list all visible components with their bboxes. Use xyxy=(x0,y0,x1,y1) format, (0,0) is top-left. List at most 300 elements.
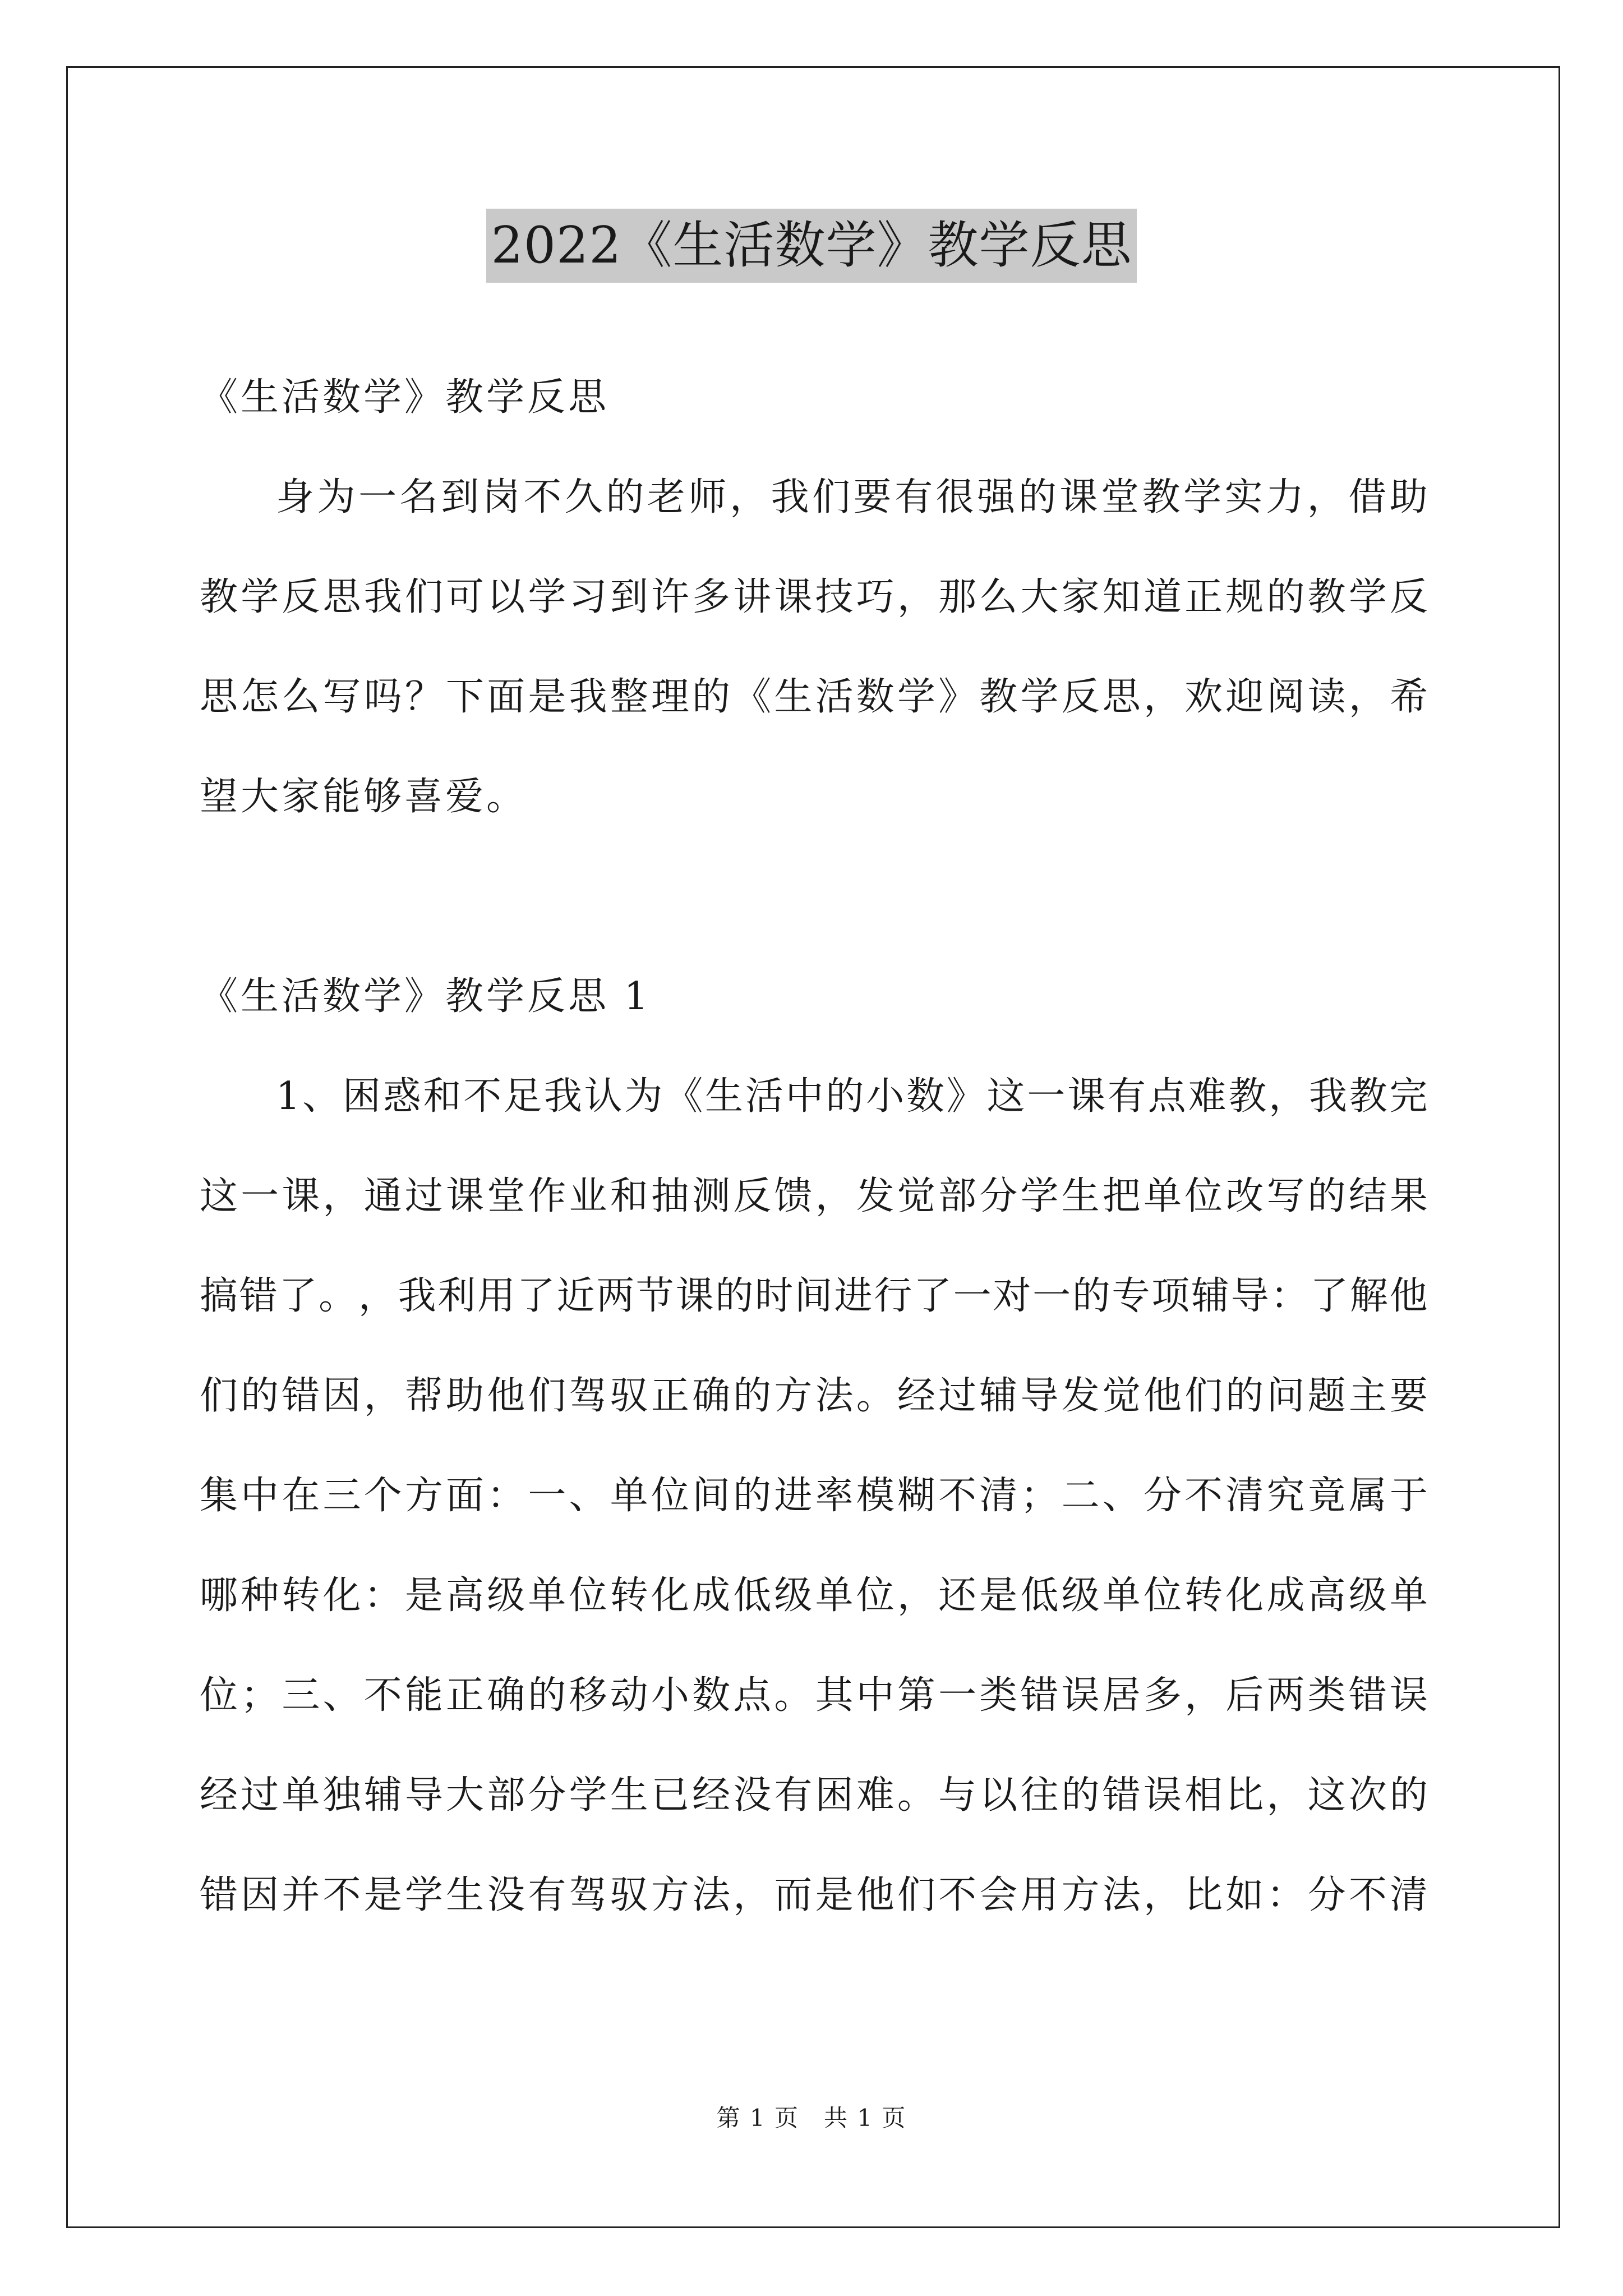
text-glyph: 写 xyxy=(1266,1174,1305,1218)
text-glyph: 馈 xyxy=(774,1174,813,1218)
text-glyph: 高 xyxy=(1307,1573,1346,1618)
text-glyph: 面 xyxy=(487,675,525,719)
text-glyph: 搞 xyxy=(200,1274,238,1318)
section-line xyxy=(200,1546,1428,1646)
text-glyph: 往 xyxy=(1020,1773,1059,1818)
text-glyph: 问 xyxy=(1266,1374,1305,1418)
text-glyph: 《 xyxy=(665,1074,703,1119)
text-glyph: 规 xyxy=(1225,575,1264,619)
text-glyph: 能 xyxy=(404,1673,443,1718)
text-glyph: 助 xyxy=(446,1374,485,1418)
document-subtitle: 《生活数学》教学反思 xyxy=(200,375,610,420)
text-glyph: ， xyxy=(1143,1873,1182,1917)
text-glyph: 阅 xyxy=(1266,675,1305,719)
text-glyph: 分 xyxy=(1307,1873,1346,1917)
text-glyph: 导 xyxy=(1020,1374,1059,1418)
text-glyph: 一 xyxy=(953,1274,992,1318)
text-glyph: 业 xyxy=(569,1174,607,1218)
text-glyph: 一 xyxy=(1027,1074,1066,1119)
text-glyph: 他 xyxy=(487,1374,525,1418)
text-glyph: 题 xyxy=(1307,1374,1346,1418)
text-glyph: 数 xyxy=(692,1673,731,1718)
text-glyph: 主 xyxy=(1348,1374,1387,1418)
text-glyph: 课 xyxy=(675,1274,714,1318)
text-glyph: 导 xyxy=(404,1773,443,1818)
text-glyph: 反 xyxy=(1389,575,1428,619)
text-glyph: 中 xyxy=(241,1474,279,1518)
text-glyph: 。 xyxy=(897,1773,935,1818)
text-glyph: 测 xyxy=(692,1174,731,1218)
text-glyph: 因 xyxy=(241,1873,279,1917)
text-glyph: 个 xyxy=(363,1474,402,1518)
text-glyph: ， xyxy=(1184,1673,1223,1718)
text-glyph: 一 xyxy=(528,1474,566,1518)
text-glyph: 次 xyxy=(1348,1773,1387,1818)
text-glyph: ， xyxy=(363,1374,402,1418)
text-glyph: 哪 xyxy=(200,1573,238,1618)
text-glyph: 技 xyxy=(815,575,854,619)
text-glyph: 方 xyxy=(1061,1873,1100,1917)
text-glyph: 们 xyxy=(812,475,851,519)
text-glyph: 清 xyxy=(979,1474,1018,1518)
text-glyph: 身 xyxy=(276,475,315,519)
text-glyph: 级 xyxy=(1061,1573,1100,1618)
text-glyph: 不 xyxy=(1348,1873,1387,1917)
text-glyph: ， xyxy=(733,1873,772,1917)
document-body xyxy=(200,348,1428,1945)
text-glyph: 讲 xyxy=(733,575,772,619)
text-glyph: 种 xyxy=(241,1573,279,1618)
text-glyph: 驭 xyxy=(610,1374,648,1418)
text-glyph: 强 xyxy=(977,475,1016,519)
text-glyph: 学 xyxy=(1183,475,1222,519)
text-glyph: 教 xyxy=(200,575,238,619)
text-glyph: ， xyxy=(1266,1773,1305,1818)
text-glyph: 确 xyxy=(692,1374,731,1418)
text-glyph: 是 xyxy=(363,1873,402,1917)
text-glyph: 为 xyxy=(317,475,356,519)
text-glyph: 是 xyxy=(979,1573,1018,1618)
text-glyph: 这 xyxy=(1307,1773,1346,1818)
text-glyph: 学 xyxy=(404,1873,443,1917)
text-glyph: 以 xyxy=(979,1773,1018,1818)
text-glyph: 下 xyxy=(446,675,485,719)
text-glyph: 、 xyxy=(302,1074,341,1119)
text-glyph: 方 xyxy=(774,1374,813,1418)
text-glyph: 老 xyxy=(647,475,685,519)
text-glyph: 的 xyxy=(733,1374,772,1418)
text-glyph: 位 xyxy=(200,1673,238,1718)
text-glyph: 竟 xyxy=(1307,1474,1346,1518)
text-glyph: 很 xyxy=(935,475,974,519)
text-glyph: 课 xyxy=(774,575,813,619)
text-glyph: 《 xyxy=(733,675,772,719)
text-glyph: 用 xyxy=(1020,1873,1059,1917)
text-glyph: 写 xyxy=(322,675,361,719)
text-glyph: 法 xyxy=(815,1374,854,1418)
text-glyph: 发 xyxy=(856,1174,895,1218)
text-glyph: 欢 xyxy=(1184,675,1223,719)
text-glyph: 的 xyxy=(241,1374,279,1418)
text-glyph: 辅 xyxy=(979,1374,1018,1418)
text-glyph: 一 xyxy=(241,1174,279,1218)
text-glyph: 正 xyxy=(651,1374,689,1418)
text-glyph: 而 xyxy=(774,1873,813,1917)
text-glyph: 对 xyxy=(993,1274,1031,1318)
text-glyph: 的 xyxy=(1266,575,1305,619)
text-glyph: 果 xyxy=(1389,1174,1428,1218)
text-glyph: 不 xyxy=(938,1474,977,1518)
title-container xyxy=(0,209,1623,283)
text-glyph: 生 xyxy=(774,675,813,719)
text-glyph: 》 xyxy=(938,675,977,719)
text-glyph: 的 xyxy=(1018,475,1057,519)
text-glyph: 是 xyxy=(528,675,566,719)
text-glyph: 过 xyxy=(241,1773,279,1818)
text-glyph: 错 xyxy=(1020,1673,1059,1718)
text-glyph: 单 xyxy=(815,1573,854,1618)
text-glyph: ； xyxy=(241,1673,279,1718)
text-glyph: 类 xyxy=(979,1673,1018,1718)
text-glyph: 是 xyxy=(815,1873,854,1917)
text-glyph: 错 xyxy=(1102,1773,1141,1818)
text-glyph: 比 xyxy=(1225,1773,1264,1818)
text-glyph: 他 xyxy=(1143,1374,1182,1418)
text-glyph: 我 xyxy=(363,575,402,619)
paragraph-gap xyxy=(200,847,1428,947)
text-glyph: 错 xyxy=(282,1374,320,1418)
text-glyph: 足 xyxy=(504,1074,542,1119)
text-glyph: 思 xyxy=(322,575,361,619)
text-glyph: 导 xyxy=(1230,1274,1269,1318)
text-glyph: 有 xyxy=(895,475,933,519)
text-glyph: 到 xyxy=(441,475,479,519)
text-glyph: 了 xyxy=(279,1274,317,1318)
text-glyph: ， xyxy=(1143,675,1182,719)
text-glyph: 类 xyxy=(1307,1673,1346,1718)
text-glyph: 点 xyxy=(1147,1074,1186,1119)
text-glyph: 们 xyxy=(404,575,443,619)
text-glyph: 多 xyxy=(692,575,731,619)
text-glyph: 不 xyxy=(322,1873,361,1917)
text-glyph: 家 xyxy=(1061,575,1100,619)
text-glyph: 课 xyxy=(1059,475,1098,519)
text-glyph: 可 xyxy=(446,575,485,619)
text-glyph: 生 xyxy=(705,1074,744,1119)
text-glyph: 级 xyxy=(774,1573,813,1618)
intro-line xyxy=(200,448,1428,547)
text-glyph: 第 xyxy=(897,1673,935,1718)
text-glyph: 反 xyxy=(733,1174,772,1218)
text-glyph: 们 xyxy=(1184,1374,1223,1418)
text-glyph: 教 xyxy=(1142,475,1181,519)
text-glyph: 用 xyxy=(477,1274,516,1318)
text-glyph: 巧 xyxy=(856,575,895,619)
text-glyph: 这 xyxy=(986,1074,1025,1119)
text-glyph: 模 xyxy=(856,1474,895,1518)
section-line xyxy=(200,1246,1428,1346)
text-glyph: 有 xyxy=(774,1773,813,1818)
text-glyph: 学 xyxy=(241,575,279,619)
text-glyph: 已 xyxy=(651,1773,689,1818)
section-line xyxy=(200,1646,1428,1746)
text-glyph: 有 xyxy=(1107,1074,1146,1119)
text-glyph: 惑 xyxy=(382,1074,421,1119)
text-glyph: 我 xyxy=(1308,1074,1347,1119)
text-glyph: 专 xyxy=(1112,1274,1150,1318)
text-glyph: 学 xyxy=(1020,675,1059,719)
section-line xyxy=(200,1346,1428,1446)
text-glyph: 觉 xyxy=(1102,1374,1141,1418)
text-glyph: 经 xyxy=(692,1773,731,1818)
text-glyph: 转 xyxy=(282,1573,320,1618)
text-glyph: 方 xyxy=(404,1474,443,1518)
section-line xyxy=(200,1047,1428,1147)
text-glyph: 驾 xyxy=(569,1374,607,1418)
text-glyph: 数 xyxy=(906,1074,945,1119)
text-glyph: 的 xyxy=(1307,1174,1346,1218)
text-glyph: 分 xyxy=(1143,1474,1182,1518)
text-glyph: 生 xyxy=(1061,1174,1100,1218)
text-glyph: 们 xyxy=(528,1374,566,1418)
text-glyph: ， xyxy=(1269,1074,1307,1119)
text-glyph: 不 xyxy=(463,1074,502,1119)
text-glyph: 是 xyxy=(404,1573,443,1618)
text-glyph: 教 xyxy=(1228,1074,1267,1119)
text-glyph: 成 xyxy=(692,1573,731,1618)
text-glyph: 驾 xyxy=(569,1873,607,1917)
text-glyph: 完 xyxy=(1389,1074,1428,1119)
text-glyph: ， xyxy=(1307,475,1345,519)
text-glyph: 反 xyxy=(282,575,320,619)
text-glyph: 么 xyxy=(282,675,320,719)
text-glyph: 吗 xyxy=(363,675,402,719)
text-glyph: ， xyxy=(1348,675,1387,719)
text-glyph: 活 xyxy=(815,675,854,719)
text-glyph: 以 xyxy=(487,575,525,619)
text-glyph: 觉 xyxy=(897,1174,935,1218)
text-glyph: 了 xyxy=(1310,1274,1349,1318)
text-glyph: 把 xyxy=(1102,1174,1141,1218)
text-glyph: 点 xyxy=(733,1673,772,1718)
text-glyph: 读 xyxy=(1307,675,1346,719)
text-glyph: 项 xyxy=(1151,1274,1190,1318)
text-glyph: 清 xyxy=(1389,1873,1428,1917)
text-glyph: 难 xyxy=(856,1773,895,1818)
text-glyph: 成 xyxy=(1266,1573,1305,1618)
text-glyph: 没 xyxy=(487,1873,525,1917)
text-glyph: 进 xyxy=(774,1474,813,1518)
text-glyph: 的 xyxy=(606,475,644,519)
text-glyph: 中 xyxy=(785,1074,824,1119)
text-glyph: 级 xyxy=(487,1573,525,1618)
text-glyph: 这 xyxy=(200,1174,238,1218)
text-glyph: 不 xyxy=(1184,1474,1223,1518)
text-glyph: 久 xyxy=(564,475,603,519)
text-glyph: 辅 xyxy=(1191,1274,1229,1318)
intro-line: 望大家能够喜爱。 xyxy=(200,775,528,819)
text-glyph: 实 xyxy=(1224,475,1263,519)
text-glyph: 课 xyxy=(282,1174,320,1218)
text-glyph: 困 xyxy=(342,1074,381,1119)
text-glyph: 作 xyxy=(528,1174,566,1218)
text-glyph: 抽 xyxy=(651,1174,689,1218)
text-glyph: 我 xyxy=(569,675,607,719)
text-glyph: 们 xyxy=(200,1374,238,1418)
text-glyph: 怎 xyxy=(241,675,279,719)
text-glyph: ： xyxy=(1266,1873,1305,1917)
text-glyph: 位 xyxy=(1184,1174,1223,1218)
text-glyph: 法 xyxy=(692,1873,731,1917)
text-glyph: 在 xyxy=(282,1474,320,1518)
page-footer: 第 1 页 共 1 页 xyxy=(716,2104,907,2132)
text-glyph: 》 xyxy=(946,1074,985,1119)
text-glyph: 究 xyxy=(1266,1474,1305,1518)
text-glyph: 改 xyxy=(1225,1174,1264,1218)
text-glyph: 课 xyxy=(1067,1074,1106,1119)
text-glyph: 一 xyxy=(938,1673,977,1718)
text-glyph: 助 xyxy=(1389,475,1428,519)
text-glyph: 过 xyxy=(938,1374,977,1418)
text-glyph: 困 xyxy=(815,1773,854,1818)
text-glyph: 教 xyxy=(979,675,1018,719)
text-glyph: 师 xyxy=(688,475,727,519)
text-glyph: 部 xyxy=(938,1174,977,1218)
text-glyph: 确 xyxy=(487,1673,525,1718)
text-glyph: 单 xyxy=(528,1573,566,1618)
document-title: 2022《生活数学》教学反思 xyxy=(486,209,1136,283)
text-glyph: 还 xyxy=(938,1573,977,1618)
text-glyph: 并 xyxy=(282,1873,320,1917)
text-glyph: 高 xyxy=(446,1573,485,1618)
text-glyph: 因 xyxy=(322,1374,361,1418)
text-glyph: 为 xyxy=(624,1074,663,1119)
text-glyph: 1 xyxy=(276,1074,301,1119)
text-glyph: 学 xyxy=(569,1773,607,1818)
text-glyph: 进 xyxy=(834,1274,873,1318)
text-glyph: 其 xyxy=(815,1673,854,1718)
text-glyph: 们 xyxy=(897,1873,935,1917)
text-glyph: 帮 xyxy=(404,1374,443,1418)
text-glyph: 两 xyxy=(596,1274,635,1318)
text-glyph: 生 xyxy=(446,1873,485,1917)
text-glyph: ： xyxy=(487,1474,525,1518)
text-glyph: 思 xyxy=(200,675,238,719)
text-glyph: 生 xyxy=(610,1773,648,1818)
text-glyph: 如 xyxy=(1225,1873,1264,1917)
text-glyph: 。 xyxy=(774,1673,813,1718)
text-glyph: 与 xyxy=(938,1773,977,1818)
text-glyph: 思 xyxy=(1102,675,1141,719)
text-glyph: 单 xyxy=(1143,1174,1182,1218)
text-glyph: 大 xyxy=(446,1773,485,1818)
text-glyph: 知 xyxy=(1102,575,1141,619)
text-glyph: 有 xyxy=(528,1873,566,1917)
text-glyph: 多 xyxy=(1143,1673,1182,1718)
text-glyph: 借 xyxy=(1348,475,1387,519)
text-glyph: 一 xyxy=(358,475,397,519)
text-glyph: 化 xyxy=(1225,1573,1264,1618)
text-glyph: 我 xyxy=(543,1074,582,1119)
text-glyph: 一 xyxy=(1032,1274,1071,1318)
text-glyph: 率 xyxy=(815,1474,854,1518)
text-glyph: 没 xyxy=(733,1773,772,1818)
text-glyph: 转 xyxy=(610,1573,648,1618)
text-glyph: 了 xyxy=(517,1274,555,1318)
text-glyph: 利 xyxy=(437,1274,476,1318)
text-glyph: 两 xyxy=(1266,1673,1305,1718)
intro-line xyxy=(200,647,1428,747)
text-glyph: 节 xyxy=(635,1274,674,1318)
text-glyph: 通 xyxy=(363,1174,402,1218)
text-glyph: 居 xyxy=(1102,1673,1141,1718)
text-glyph: 学 xyxy=(1348,575,1387,619)
text-glyph: 于 xyxy=(1389,1474,1428,1518)
text-glyph: 那 xyxy=(938,575,977,619)
text-glyph: 解 xyxy=(1349,1274,1388,1318)
section-line xyxy=(200,1147,1428,1246)
text-glyph: 二 xyxy=(1061,1474,1100,1518)
text-glyph: 教 xyxy=(1349,1074,1387,1119)
text-glyph: 移 xyxy=(569,1673,607,1718)
text-glyph: 我 xyxy=(398,1274,436,1318)
text-glyph: 大 xyxy=(1020,575,1059,619)
text-glyph: 。 xyxy=(319,1274,357,1318)
text-glyph: 集 xyxy=(200,1474,238,1518)
text-glyph: ， xyxy=(897,1573,935,1618)
text-glyph: 的 xyxy=(1061,1773,1100,1818)
text-glyph: 认 xyxy=(584,1074,623,1119)
text-glyph: 发 xyxy=(1061,1374,1100,1418)
text-glyph: 辅 xyxy=(363,1773,402,1818)
text-glyph: 数 xyxy=(856,675,895,719)
text-glyph: 的 xyxy=(826,1074,864,1119)
text-glyph: 我 xyxy=(771,475,809,519)
text-glyph: 、 xyxy=(569,1474,607,1518)
text-glyph: 误 xyxy=(1143,1773,1182,1818)
text-glyph: 单 xyxy=(1389,1573,1428,1618)
text-glyph: 堂 xyxy=(487,1174,525,1218)
text-glyph: 法 xyxy=(1102,1873,1141,1917)
text-glyph: 误 xyxy=(1389,1673,1428,1718)
text-glyph: 小 xyxy=(651,1673,689,1718)
text-glyph: 间 xyxy=(794,1274,833,1318)
text-glyph: 经 xyxy=(200,1773,238,1818)
text-glyph: 错 xyxy=(1348,1673,1387,1718)
text-glyph: 错 xyxy=(200,1873,238,1917)
text-glyph: 独 xyxy=(322,1773,361,1818)
text-glyph: 的 xyxy=(733,1474,772,1518)
text-glyph: 的 xyxy=(1072,1274,1110,1318)
text-glyph: 活 xyxy=(745,1074,783,1119)
text-glyph: 糊 xyxy=(897,1474,935,1518)
text-glyph: 、 xyxy=(1102,1474,1141,1518)
text-glyph: 不 xyxy=(363,1673,402,1718)
text-glyph: 三 xyxy=(282,1673,320,1718)
text-glyph: 道 xyxy=(1143,575,1182,619)
text-glyph: 时 xyxy=(755,1274,794,1318)
text-glyph: 正 xyxy=(1184,575,1223,619)
text-glyph: 间 xyxy=(692,1474,731,1518)
text-glyph: 正 xyxy=(446,1673,485,1718)
text-glyph: 整 xyxy=(610,675,648,719)
text-glyph: 位 xyxy=(1143,1573,1182,1618)
text-glyph: 力 xyxy=(1266,475,1304,519)
text-glyph: 学 xyxy=(897,675,935,719)
text-glyph: 转 xyxy=(1184,1573,1223,1618)
text-glyph: 么 xyxy=(979,575,1018,619)
text-glyph: 结 xyxy=(1348,1174,1387,1218)
